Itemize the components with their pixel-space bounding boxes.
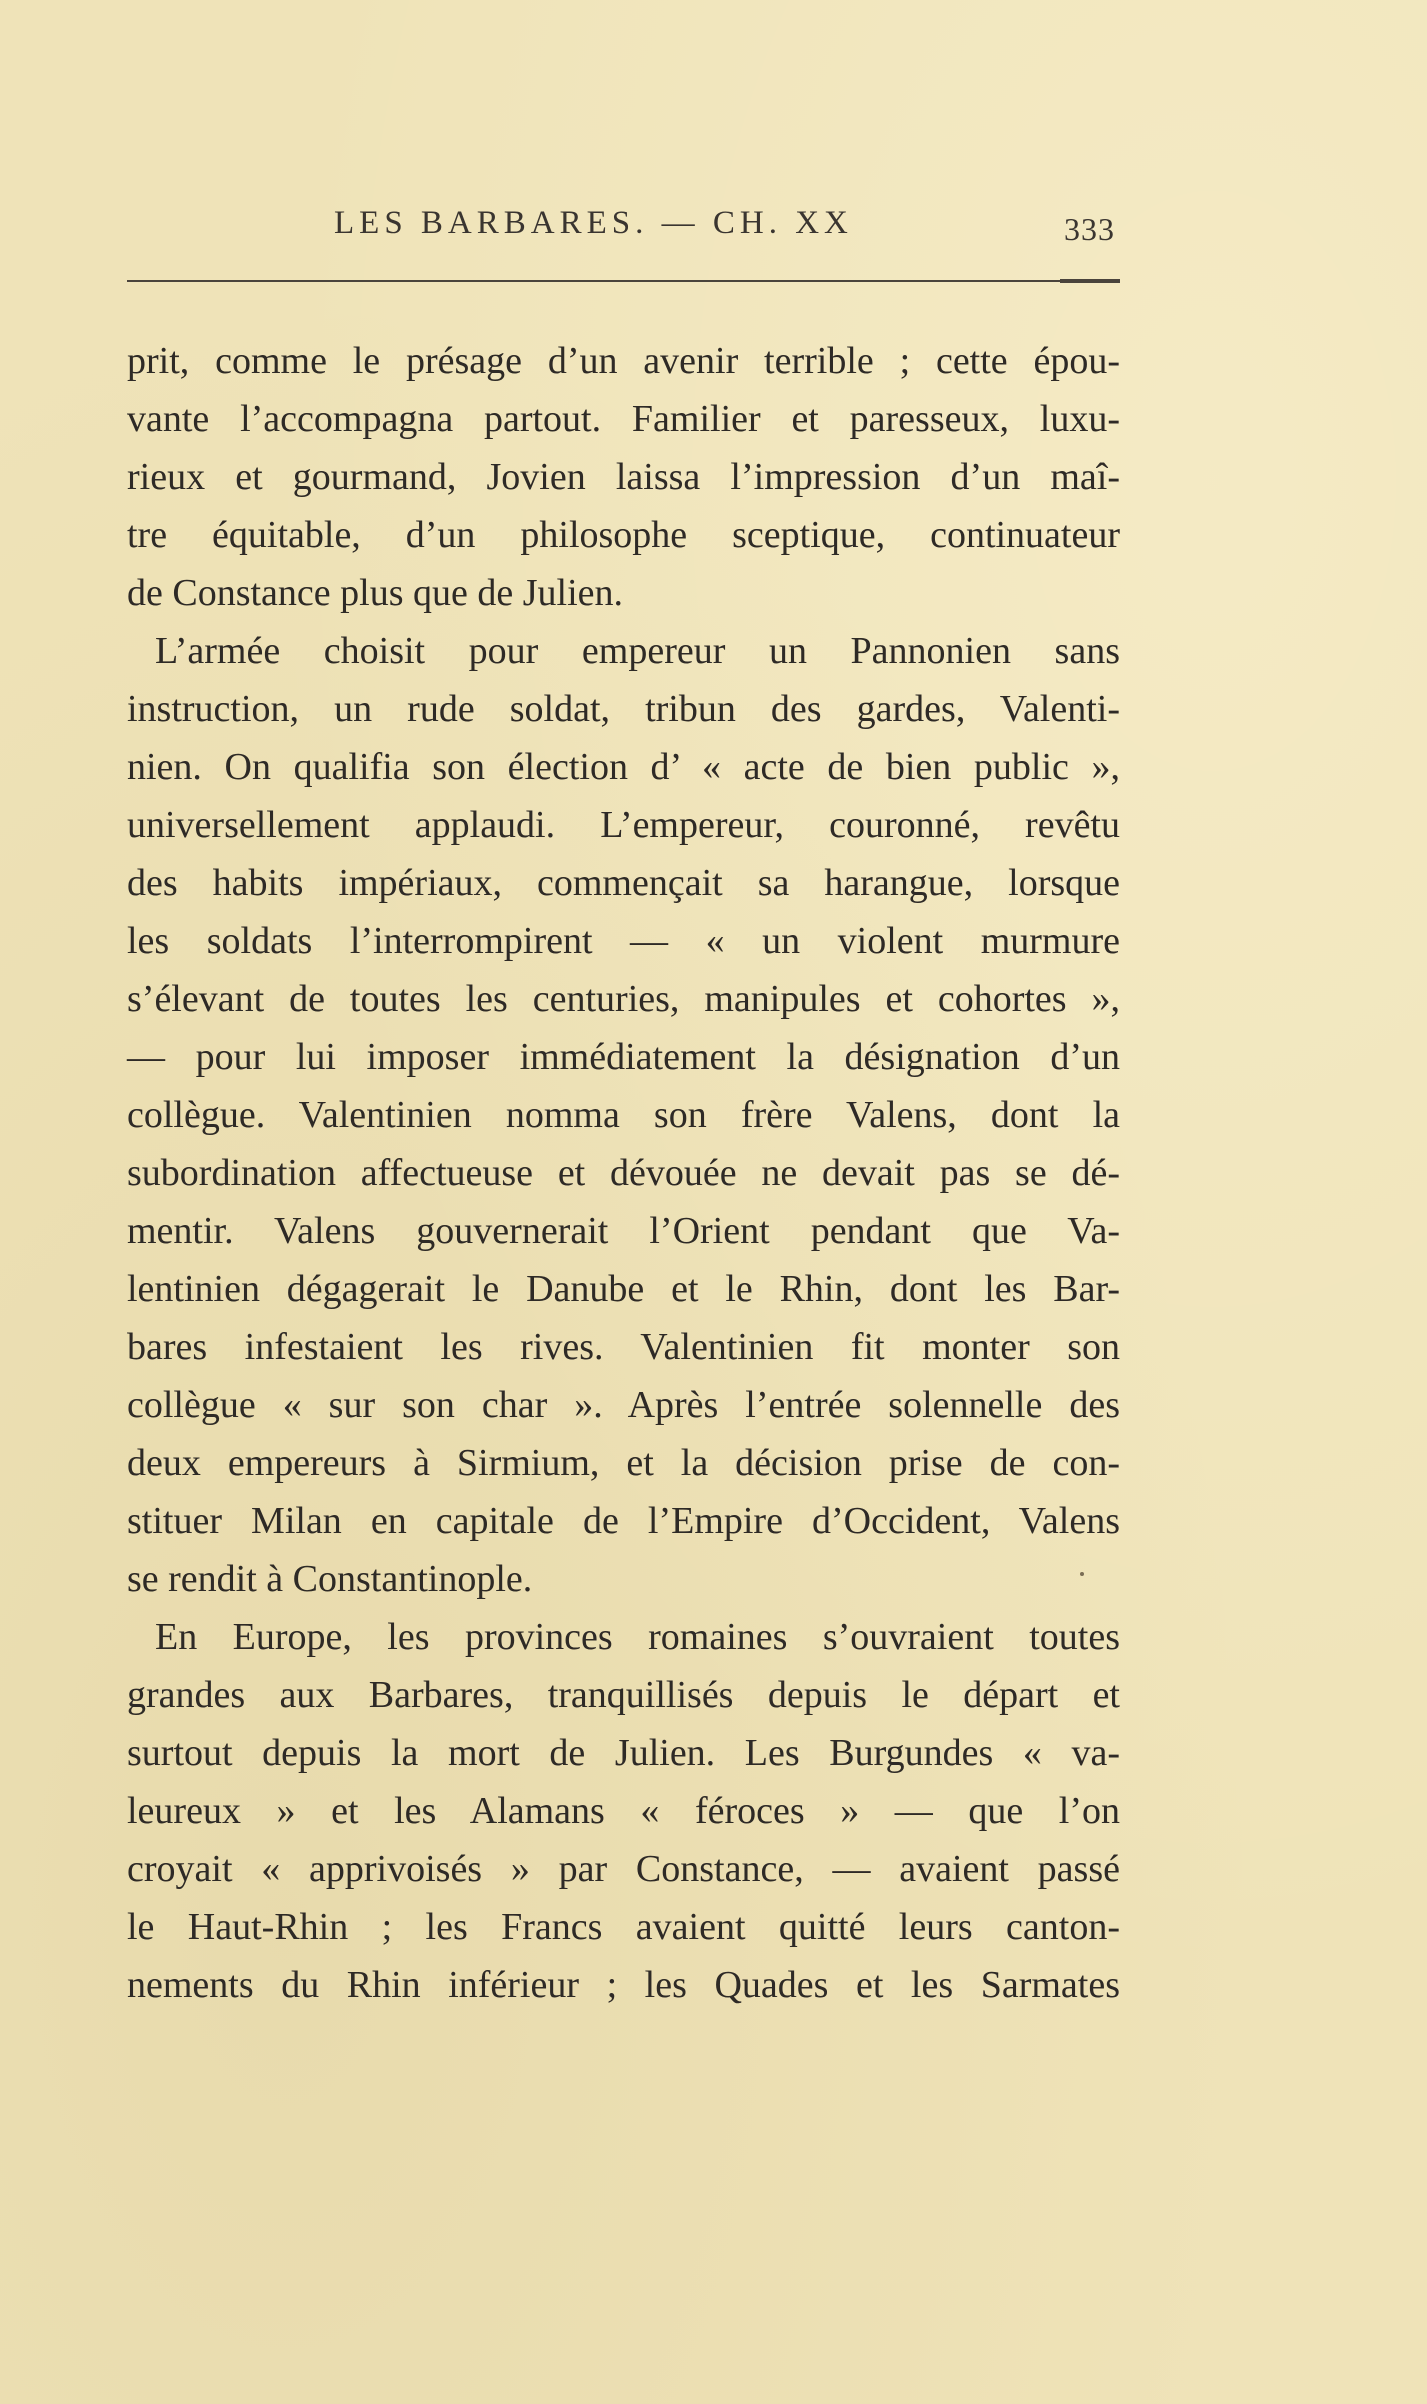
text-line: collègue. Valentinien nomma son frère Valens, dont la <box>127 1094 1120 1136</box>
text-line: de Constance plus que de Julien. <box>127 572 624 614</box>
text-line: surtout depuis la mort de Julien. Les Burgundes « va- <box>127 1732 1120 1774</box>
text-line: En Europe, les provinces romaines s’ouvraient toutes <box>155 1616 1120 1658</box>
text-line: — pour lui imposer immédiatement la désignation d’un <box>127 1036 1120 1078</box>
text-line: leureux » et les Alamans « féroces » — que l’on <box>127 1790 1120 1832</box>
text-line: bares infestaient les rives. Valentinien fit monter son <box>127 1326 1120 1368</box>
text-line: rieux et gourmand, Jovien laissa l’impression d’un maî- <box>127 456 1120 498</box>
text-line: les soldats l’interrompirent — « un violent murmure <box>127 920 1120 962</box>
text-line: collègue « sur son char ». Après l’entrée solennelle des <box>127 1384 1120 1426</box>
text-line: vante l’accompagna partout. Familier et paresseux, luxu- <box>127 398 1120 440</box>
text-line: subordination affectueuse et dévouée ne devait pas se dé- <box>127 1152 1120 1194</box>
page-number: 333 <box>1064 211 1115 247</box>
text-line: s’élevant de toutes les centuries, manipules et cohortes », <box>127 978 1120 1020</box>
text-line: nements du Rhin inférieur ; les Quades et les Sarmates <box>127 1964 1120 2006</box>
paper-speck <box>1080 1572 1084 1576</box>
text-line: le Haut-Rhin ; les Francs avaient quitté leurs canton- <box>127 1906 1120 1948</box>
text-line: croyait « apprivoisés » par Constance, — avaient passé <box>127 1848 1120 1890</box>
text-line: des habits impériaux, commençait sa harangue, lorsque <box>127 862 1120 904</box>
body-text <box>127 332 1120 2014</box>
text-line: tre équitable, d’un philosophe sceptique, continuateur <box>127 514 1120 556</box>
text-line: deux empereurs à Sirmium, et la décision prise de con- <box>127 1442 1120 1484</box>
text-line: nien. On qualifia son élection d’ « acte de bien public », <box>127 746 1120 788</box>
text-line: universellement applaudi. L’empereur, couronné, revêtu <box>127 804 1120 846</box>
page-header <box>127 205 1120 255</box>
header-rule <box>127 280 1120 282</box>
text-line: lentinien dégagerait le Danube et le Rhin, dont les Bar- <box>127 1268 1120 1310</box>
text-line: mentir. Valens gouvernerait l’Orient pendant que Va- <box>127 1210 1120 1252</box>
text-line: instruction, un rude soldat, tribun des gardes, Valenti- <box>127 688 1120 730</box>
text-line: stituer Milan en capitale de l’Empire d’Occident, Valens <box>127 1500 1120 1542</box>
text-line: L’armée choisit pour empereur un Pannonien sans <box>155 630 1120 672</box>
text-line: prit, comme le présage d’un avenir terrible ; cette épou- <box>127 340 1120 382</box>
running-head: LES BARBARES. — CH. XX <box>334 205 853 241</box>
text-line: grandes aux Barbares, tranquillisés depuis le départ et <box>127 1674 1120 1716</box>
text-line: se rendit à Constantinople. <box>127 1558 533 1600</box>
